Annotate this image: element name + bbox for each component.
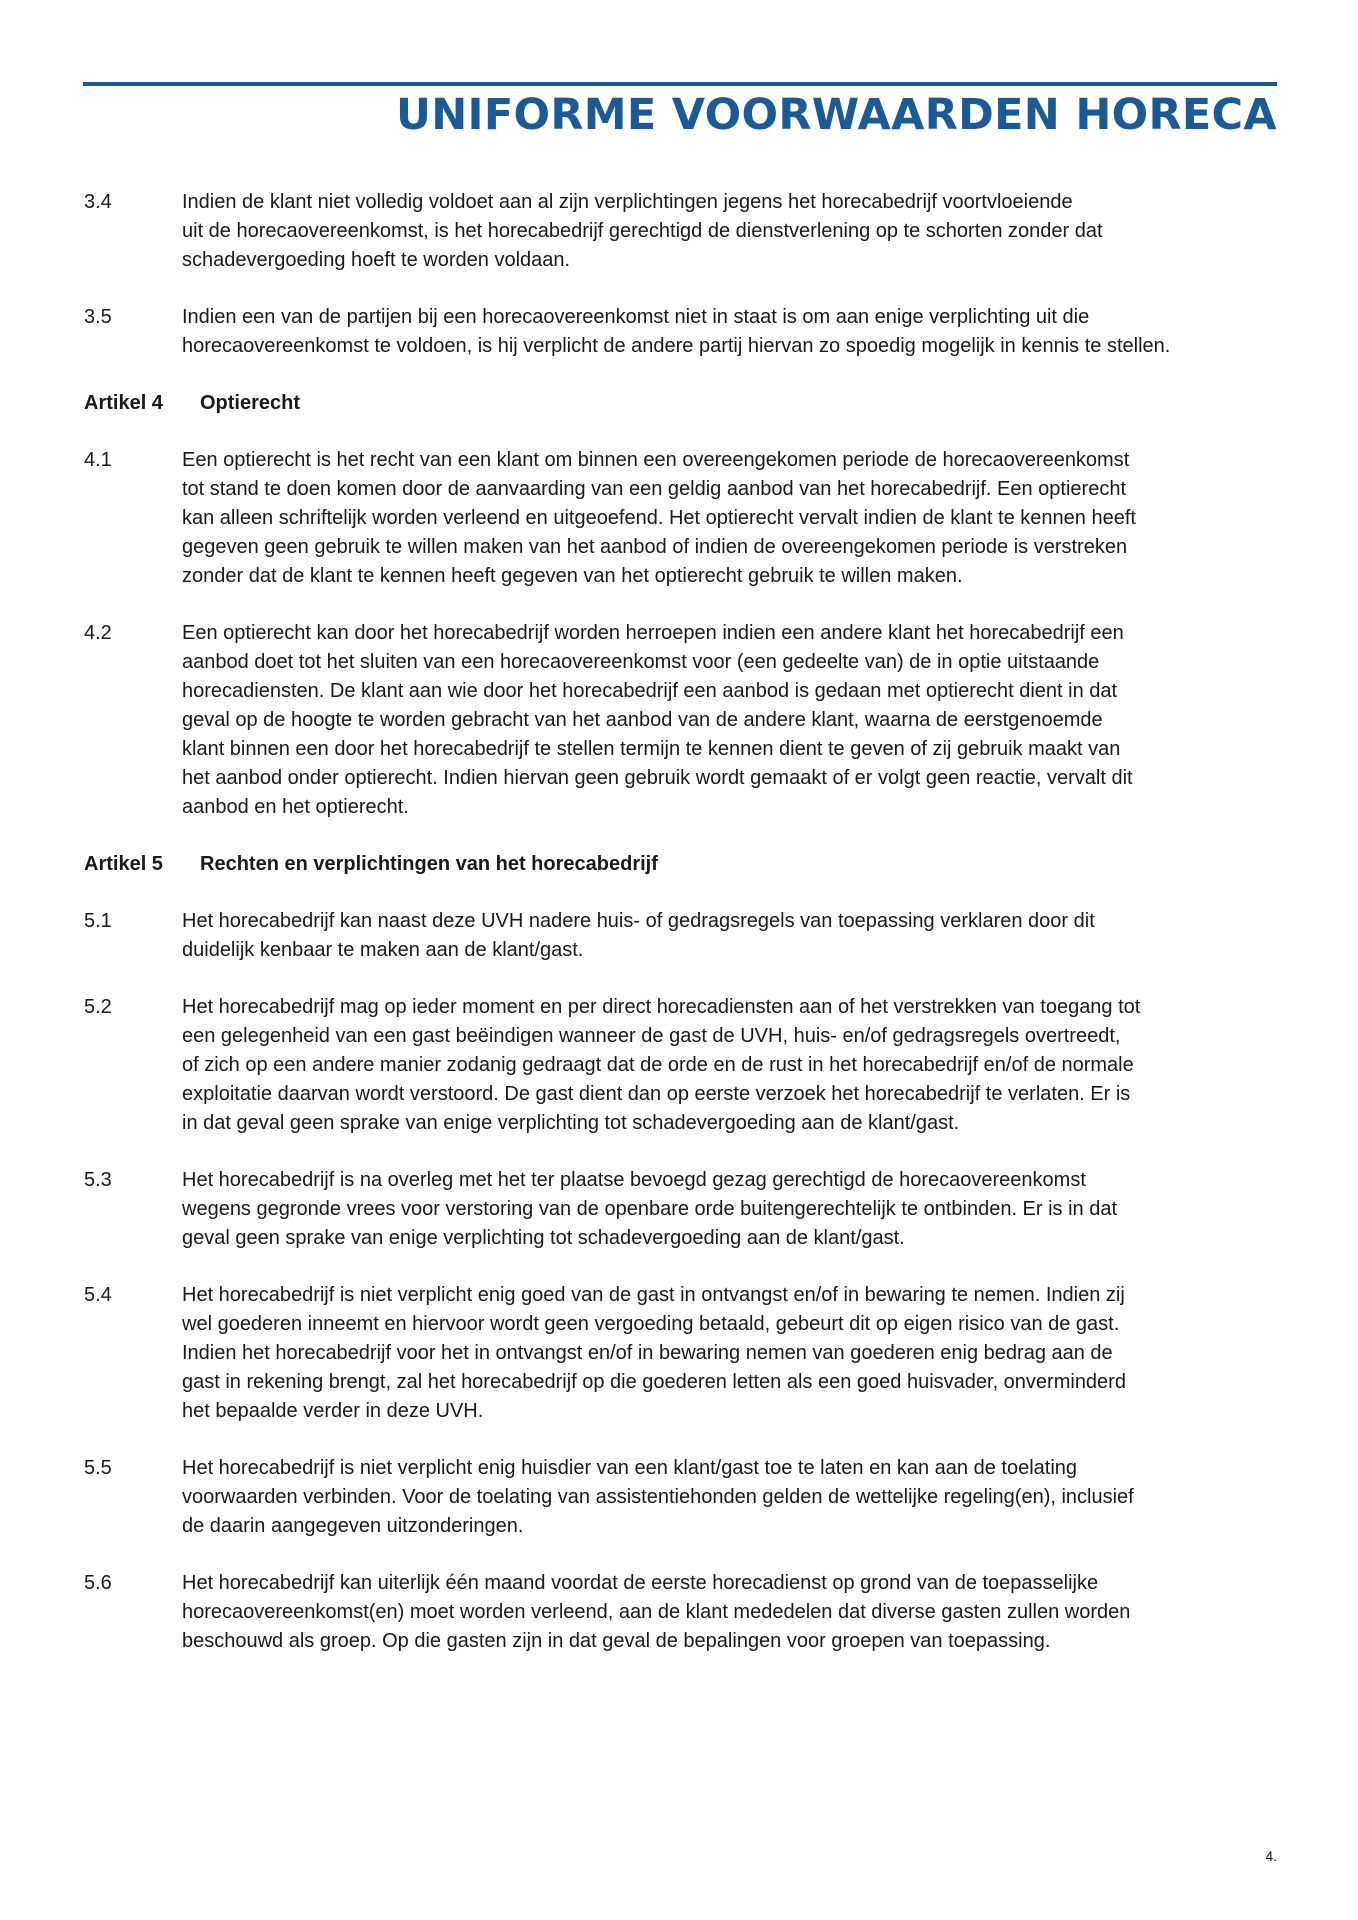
clause-number: 3.4 [84,191,112,213]
clause-line: exploitatie daarvan wordt verstoord. De gast dient dan op eerste verzoek het horecabedrijf te verlaten. Er is [182,1083,1131,1105]
clause-line: horecaovereenkomst te voldoen, is hij verplicht de andere partij hiervan zo spoedig mogelijk in kennis te stellen. [182,335,1171,357]
document-title: UNIFORME VOORWAARDEN HORECA [396,90,1277,140]
clause [84,303,1284,361]
clause-line: Het horecabedrijf kan naast deze UVH nadere huis- of gedragsregels van toepassing verklaren door dit [182,910,1095,932]
clause-line: in dat geval geen sprake van enige verplichting tot schadevergoeding aan de klant/gast. [182,1112,960,1134]
clause-line: gast in rekening brengt, zal het horecabedrijf op die goederen letten als een goed huisvader, onverminderd [182,1371,1126,1393]
clause-line: horecadiensten. De klant aan wie door het horecabedrijf een aanbod is gedaan met optierecht dient in dat [182,680,1118,702]
clause-line: geval op de hoogte te worden gebracht van het aanbod van de andere klant, waarna de eerstgenoemde [182,709,1103,731]
clause-line: het aanbod onder optierecht. Indien hiervan geen gebruik wordt gemaakt of er volgt geen reactie, vervalt dit [182,767,1133,789]
article-number: Artikel 4 [84,392,163,414]
clause-number: 5.3 [84,1169,112,1191]
page-number: 4. [1265,1848,1277,1864]
clause-line: een gelegenheid van een gast beëindigen wanneer de gast de UVH, huis- en/of gedragsregels overtreedt, [182,1025,1121,1047]
clause [84,1454,1284,1541]
clause-line: Indien de klant niet volledig voldoet aan al zijn verplichtingen jegens het horecabedrijf voortvloeiende [182,191,1073,213]
clause-line: Het horecabedrijf kan uiterlijk één maand voordat de eerste horecadienst op grond van de toepasselijke [182,1572,1099,1594]
clause-number: 4.1 [84,449,112,471]
article-title: Rechten en verplichtingen van het horecabedrijf [200,853,658,875]
clause-number: 5.4 [84,1284,112,1306]
article-heading [84,850,1284,879]
clause-line: schadevergoeding hoeft te worden voldaan. [182,249,571,271]
clause-line: Het horecabedrijf is niet verplicht enig huisdier van een klant/gast toe te laten en kan aan de toelating [182,1457,1078,1479]
clause-line: Indien het horecabedrijf voor het in ontvangst en/of in bewaring nemen van goederen enig bedrag aan de [182,1342,1113,1364]
clause-line: Het horecabedrijf is na overleg met het ter plaatse bevoegd gezag gerechtigd de horecaovereenkomst [182,1169,1086,1191]
clause-text [182,446,1284,591]
article-heading [84,389,1284,418]
clause-line: tot stand te doen komen door de aanvaarding van een geldig aanbod van het horecabedrijf. Een optierecht [182,478,1127,500]
clause [84,1281,1284,1426]
clause-text [182,1569,1284,1656]
clause-line: of zich op een andere manier zodanig gedraagt dat de orde en de rust in het horecabedrijf en/of de normale [182,1054,1134,1076]
clause [84,446,1284,591]
clause-number: 5.5 [84,1457,112,1479]
clause [84,1166,1284,1253]
clause-text [182,619,1284,822]
clause-line: beschouwd als groep. Op die gasten zijn in dat geval de bepalingen voor groepen van toepassing. [182,1630,1051,1652]
clause-text [182,303,1284,361]
clause-line: gegeven geen gebruik te willen maken van het aanbod of indien de overeengekomen periode is verstreken [182,536,1128,558]
clause-line: Een optierecht kan door het horecabedrijf worden herroepen indien een andere klant het horecabedrijf een [182,622,1124,644]
clause-line: horecaovereenkomst(en) moet worden verleend, aan de klant mededelen dat diverse gasten zullen worden [182,1601,1131,1623]
clause-line: Het horecabedrijf mag op ieder moment en per direct horecadiensten aan of het verstrekken van toegang tot [182,996,1141,1018]
clause-line: kan alleen schriftelijk worden verleend en uitgeoefend. Het optierecht vervalt indien de klant te kennen heeft [182,507,1136,529]
clause-line: uit de horecaovereenkomst, is het horecabedrijf gerechtigd de dienstverlening op te schorten zonder dat [182,220,1103,242]
article-number: Artikel 5 [84,853,163,875]
document-body [84,188,1284,1684]
clause-number: 3.5 [84,306,112,328]
clause-line: duidelijk kenbaar te maken aan de klant/gast. [182,939,584,961]
clause-number: 5.6 [84,1572,112,1594]
clause-line: wel goederen inneemt en hiervoor wordt geen vergoeding betaald, gebeurt dit op eigen risico van de gast. [182,1313,1120,1335]
clause-text [182,1454,1284,1541]
clause-text [182,188,1284,275]
clause [84,1569,1284,1656]
clause [84,188,1284,275]
clause-line: voorwaarden verbinden. Voor de toelating van assistentiehonden gelden de wettelijke regeling(en), inclusief [182,1486,1134,1508]
clause-line: zonder dat de klant te kennen heeft gegeven van het optierecht gebruik te willen maken. [182,565,963,587]
clause-line: klant binnen een door het horecabedrijf te stellen termijn te kennen dient te geven of zij gebruik maakt van [182,738,1121,760]
clause-line: het bepaalde verder in deze UVH. [182,1400,484,1422]
clause-number: 5.1 [84,910,112,932]
clause-line: Indien een van de partijen bij een horecaovereenkomst niet in staat is om aan enige verplichting uit die [182,306,1090,328]
clause-line: Een optierecht is het recht van een klant om binnen een overeengekomen periode de horecaovereenkomst [182,449,1130,471]
clause-line: aanbod en het optierecht. [182,796,409,818]
clause-line: wegens gegronde vrees voor verstoring van de openbare orde buitengerechtelijk te ontbinden. Er is in dat [182,1198,1118,1220]
article-title: Optierecht [200,392,301,414]
clause-line: aanbod doet tot het sluiten van een horecaovereenkomst voor (een gedeelte van) de in optie uitstaande [182,651,1100,673]
clause-line: de daarin aangegeven uitzonderingen. [182,1515,524,1537]
clause-text [182,907,1284,965]
clause-number: 5.2 [84,996,112,1018]
clause-line: geval geen sprake van enige verplichting tot schadevergoeding aan de klant/gast. [182,1227,905,1249]
clause-text [182,1166,1284,1253]
header-rule [83,82,1277,86]
clause-line: Het horecabedrijf is niet verplicht enig goed van de gast in ontvangst en/of in bewaring te nemen. Indien zij [182,1284,1125,1306]
clause-text [182,1281,1284,1426]
clause [84,907,1284,965]
clause [84,619,1284,822]
clause-number: 4.2 [84,622,112,644]
clause [84,993,1284,1138]
clause-text [182,993,1284,1138]
